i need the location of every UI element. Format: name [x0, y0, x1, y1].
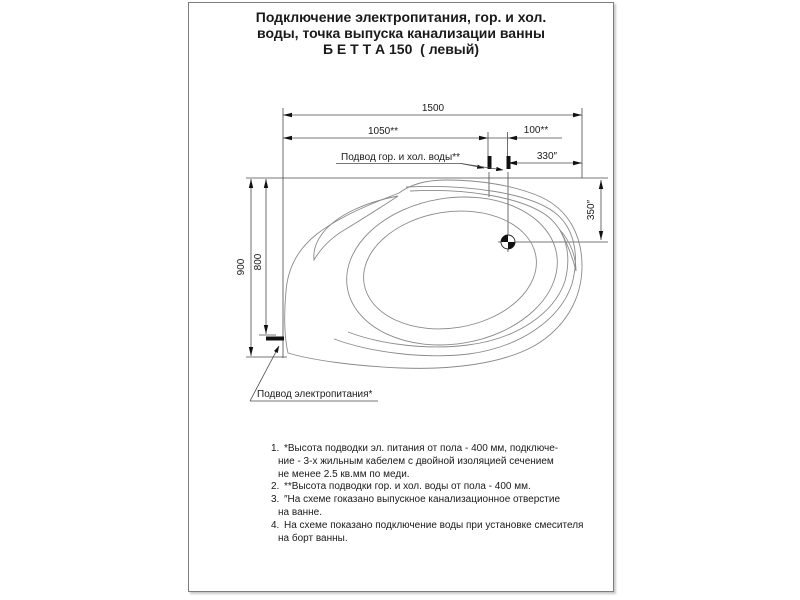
- dim-800-label: 800: [253, 253, 264, 271]
- note-line: 1. *Высота подводки эл. питания от пола - 400 мм, подключе-: [271, 443, 559, 454]
- note-line: на ванне.: [278, 506, 323, 518]
- title-line-3: Б Е Т Т А 150 ( левый): [322, 41, 480, 57]
- dim-1050-label: 1050**: [367, 126, 399, 137]
- rim-line-inner: [348, 190, 568, 346]
- notes-block: [271, 443, 611, 545]
- note-line: на борт ванны.: [278, 532, 348, 544]
- note-line: 3. ″На схеме гоказано выпускное канализационное отверстие: [271, 494, 561, 506]
- tub-outer-contour: [285, 180, 582, 368]
- dim-350-label: 350″: [586, 199, 597, 221]
- water-supply-connectors: [488, 156, 511, 169]
- note-line: 2. **Высота подводки гор. и хол. воды от пола - 400 мм.: [271, 481, 531, 493]
- dim-1500-label: 1500: [421, 103, 445, 114]
- dim-330-label: 330″: [536, 151, 558, 162]
- headrest-outline: [314, 196, 398, 260]
- bowl-rim: [336, 182, 568, 359]
- note-line: ние - 3-х жильным кабелем с двойной изоляцией сечением: [278, 455, 554, 467]
- water-supply-label: Подвод гор. и хол. воды**: [341, 152, 460, 163]
- power-supply-label: Подвод электропитания*: [257, 389, 373, 400]
- note-line: не менее 2.5 кв.мм по меди.: [278, 468, 410, 480]
- extension-lines: [246, 108, 608, 358]
- dimension-lines: [249, 113, 603, 356]
- drawing-sheet: [188, 2, 614, 592]
- note-line: 4. На схеме показано подключение воды при установке смесителя: [271, 519, 584, 531]
- power-supply-connector: [266, 337, 284, 341]
- rim-line-outer: [334, 186, 575, 355]
- dim-100-label: 100**: [523, 125, 549, 136]
- bathtub-outline: [285, 180, 582, 368]
- drain-symbol: [501, 235, 515, 249]
- title-line-1: Подключение электропитания, гор. и хол.: [255, 9, 547, 25]
- title-line-2: воды, точка выпуска канализации ванны: [257, 25, 545, 41]
- dim-900-label: 900: [236, 258, 247, 276]
